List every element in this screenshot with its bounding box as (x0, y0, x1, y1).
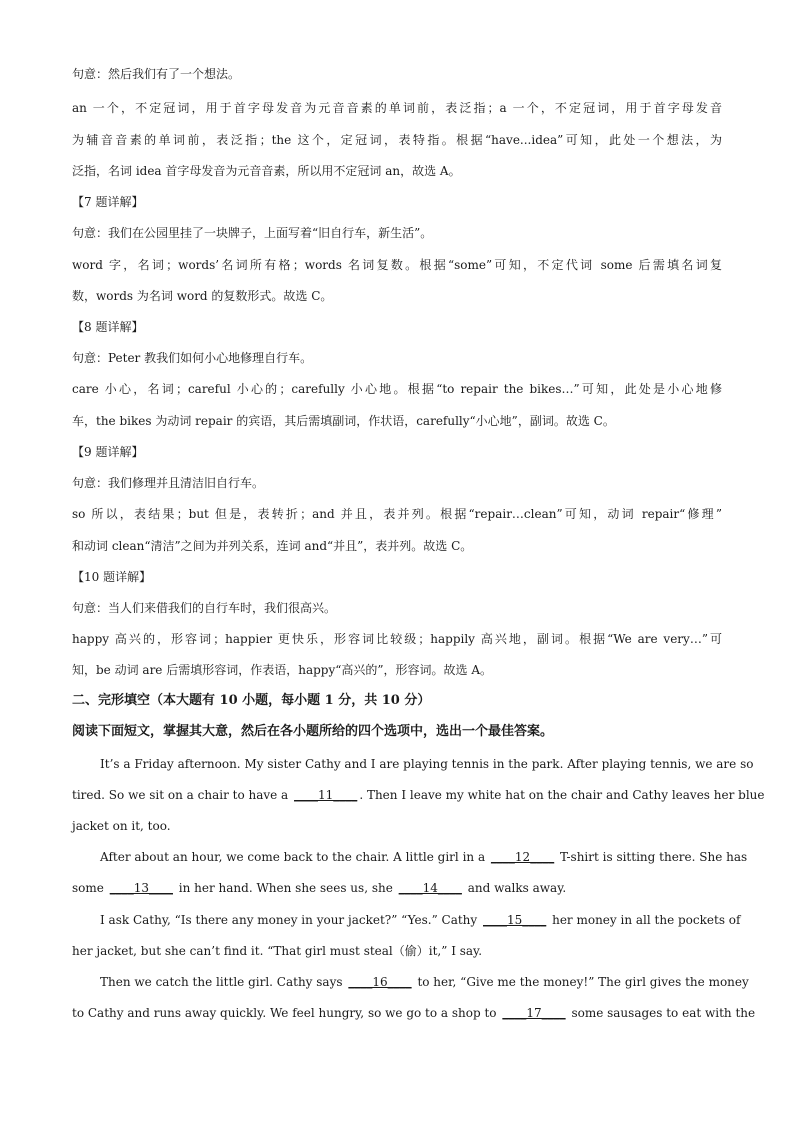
text-line: an 一个，不定冠词，用于首字母发音为元音音素的单词前，表泛指；a 一个，不定冠词，用于首字母发音 (72, 101, 722, 115)
passage-line (72, 880, 722, 896)
passage-text: tired. So we sit on a chair to have a (72, 788, 293, 802)
passage-text: some sausages to eat with the (567, 1006, 756, 1020)
blank-13: ____13____ (109, 881, 173, 895)
question-heading: 【7 题详解】 (72, 195, 144, 209)
text-line: care 小心，名词；careful 小心的；carefully 小心地。根据“to repair the bikes…”可知，此处是小心地修 (72, 382, 722, 396)
passage-text: in her hand. When she sees us, she (174, 881, 397, 895)
text-line: 车，the bikes 为动词 repair 的宾语，其后需填副词，作状语，carefully“小心地”，副词。故选 C。 (72, 414, 615, 428)
passage-line (72, 787, 765, 803)
blank-11: ____11____ (294, 788, 358, 802)
blank-14: ____14____ (398, 881, 462, 895)
passage-text: her money in all the pockets of (548, 913, 741, 927)
passage-line (72, 1005, 756, 1021)
text-line: 句意：我们在公园里挂了一块牌子，上面写着“旧自行车，新生活”。 (72, 226, 433, 240)
passage-line: her jacket, but she can’t find it. “That girl must steal（偷）it,” I say. (72, 944, 483, 958)
text-line: happy 高兴的，形容词；happier 更快乐，形容词比较级；happily 高兴地，副词。根据“We are very…”可 (72, 632, 722, 646)
blank-16: ____16____ (348, 975, 412, 989)
passage-line: It’s a Friday afternoon. My sister Cathy and I are playing tennis in the park. After playing tennis, we are so (100, 757, 754, 771)
passage-text: After about an hour, we come back to the chair. A little girl in a (100, 850, 489, 864)
passage-text: to Cathy and runs away quickly. We feel hungry, so we go to a shop to (72, 1006, 501, 1020)
text-line: 句意：Peter 教我们如何小心地修理自行车。 (72, 351, 313, 365)
passage-text: . Then I leave my white hat on the chair and Cathy leaves her blue (359, 788, 765, 802)
text-line: 句意：当人们来借我们的自行车时，我们很高兴。 (72, 601, 337, 615)
passage-text: T-shirt is sitting there. She has (556, 850, 748, 864)
question-heading: 【9 题详解】 (72, 445, 144, 459)
text-line: so 所以，表结果；but 但是，表转折；and 并且，表并列。根据“repair…clean”可知，动词 repair“修理” (72, 507, 722, 521)
question-heading: 【10 题详解】 (72, 570, 152, 584)
text-line: 数，words 为名词 word 的复数形式。故选 C。 (72, 289, 333, 303)
passage-line (100, 912, 741, 928)
text-line: 为辅音音素的单词前，表泛指；the 这个，定冠词，表特指。根据“have...idea”可知，此处一个想法，为 (72, 133, 722, 147)
blank-15: ____15____ (483, 913, 547, 927)
text-line: 泛指，名词 idea 首字母发音为元音音素，所以用不定冠词 an，故选 A。 (72, 164, 461, 178)
text-line: 句意：我们修理并且清洁旧自行车。 (72, 476, 265, 490)
passage-text: to her, “Give me the money!” The girl gives the money (413, 975, 749, 989)
text-line: word 字，名词；words’名词所有格；words 名词复数。根据“some”可知，不定代词 some 后需填名词复 (72, 258, 722, 272)
section-instruction: 阅读下面短文，掌握其大意，然后在各小题所给的四个选项中，选出一个最佳答案。 (72, 724, 554, 739)
passage-text: I ask Cathy, “Is there any money in your jacket?” “Yes.” Cathy (100, 913, 481, 927)
blank-17: ____17____ (502, 1006, 566, 1020)
passage-line: jacket on it, too. (72, 819, 171, 833)
question-heading: 【8 题详解】 (72, 320, 144, 334)
passage-line (100, 974, 749, 990)
text-line: 句意：然后我们有了一个想法。 (72, 67, 241, 81)
section-title: 二、完形填空（本大题有 10 小题，每小题 1 分，共 10 分） (72, 693, 431, 708)
passage-text: and walks away. (463, 881, 567, 895)
blank-12: ____12____ (490, 850, 555, 864)
passage-line (100, 849, 748, 865)
text-line: 知，be 动词 are 后需填形容词，作表语，happy“高兴的”，形容词。故选 A。 (72, 663, 492, 677)
passage-text: Then we catch the little girl. Cathy says (100, 975, 347, 989)
text-line: 和动词 clean“清洁”之间为并列关系，连词 and“并且”，表并列。故选 C。 (72, 539, 473, 553)
passage-text: some (72, 881, 108, 895)
